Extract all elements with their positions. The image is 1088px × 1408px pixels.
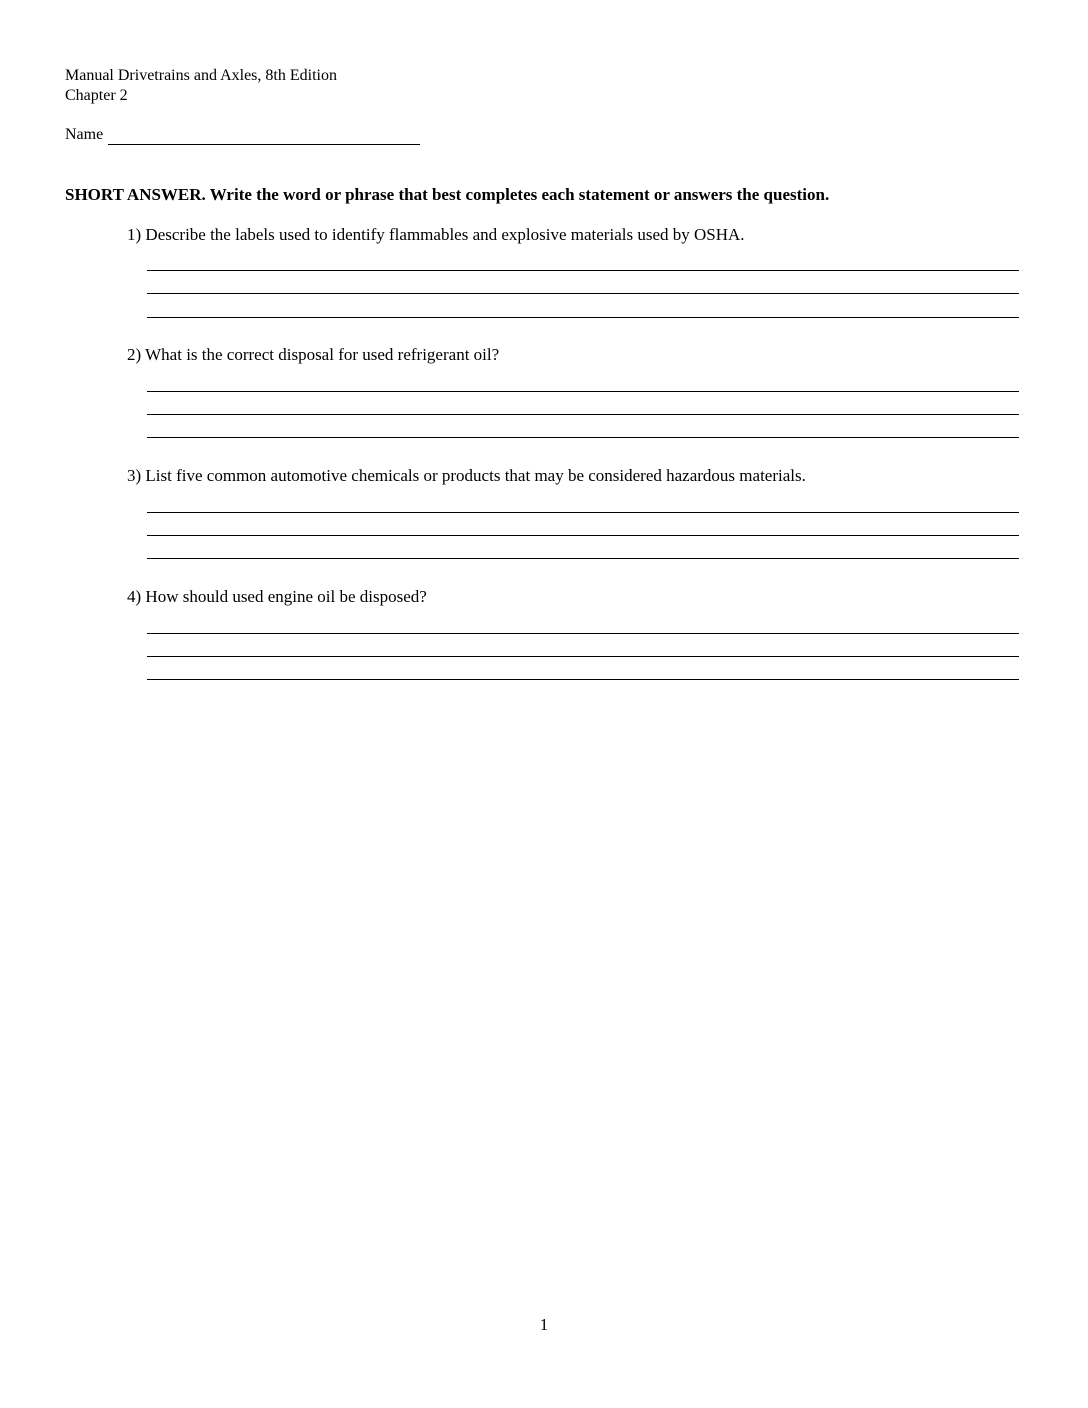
book-title: Manual Drivetrains and Axles, 8th Edition	[65, 67, 337, 84]
answer-line[interactable]	[147, 558, 1019, 559]
name-label: Name	[65, 126, 104, 143]
question-text: List five common automotive chemicals or products that may be considered hazardous materials.	[145, 466, 806, 485]
answer-line[interactable]	[147, 512, 1019, 513]
page-number: 1	[539, 1315, 549, 1334]
question-3	[127, 465, 806, 487]
answer-line[interactable]	[147, 535, 1019, 536]
answer-line[interactable]	[147, 270, 1019, 271]
answer-line[interactable]	[147, 293, 1019, 294]
section-instructions: SHORT ANSWER. Write the word or phrase that best completes each statement or answers the question.	[65, 185, 830, 204]
question-1	[127, 224, 745, 246]
question-number: 2)	[127, 345, 142, 364]
answer-line[interactable]	[147, 656, 1019, 657]
answer-line[interactable]	[147, 317, 1019, 318]
answer-line[interactable]	[147, 391, 1019, 392]
question-2	[127, 344, 499, 366]
answer-line[interactable]	[147, 679, 1019, 680]
question-4	[127, 586, 427, 608]
name-field-line[interactable]	[108, 144, 420, 145]
question-number: 3)	[127, 466, 142, 485]
chapter-label: Chapter 2	[65, 87, 128, 104]
answer-line[interactable]	[147, 437, 1019, 438]
question-number: 4)	[127, 587, 142, 606]
answer-line[interactable]	[147, 414, 1019, 415]
question-text: Describe the labels used to identify flammables and explosive materials used by OSHA.	[145, 225, 745, 244]
question-text: How should used engine oil be disposed?	[145, 587, 427, 606]
question-text: What is the correct disposal for used refrigerant oil?	[145, 345, 500, 364]
answer-line[interactable]	[147, 633, 1019, 634]
question-number: 1)	[127, 225, 142, 244]
